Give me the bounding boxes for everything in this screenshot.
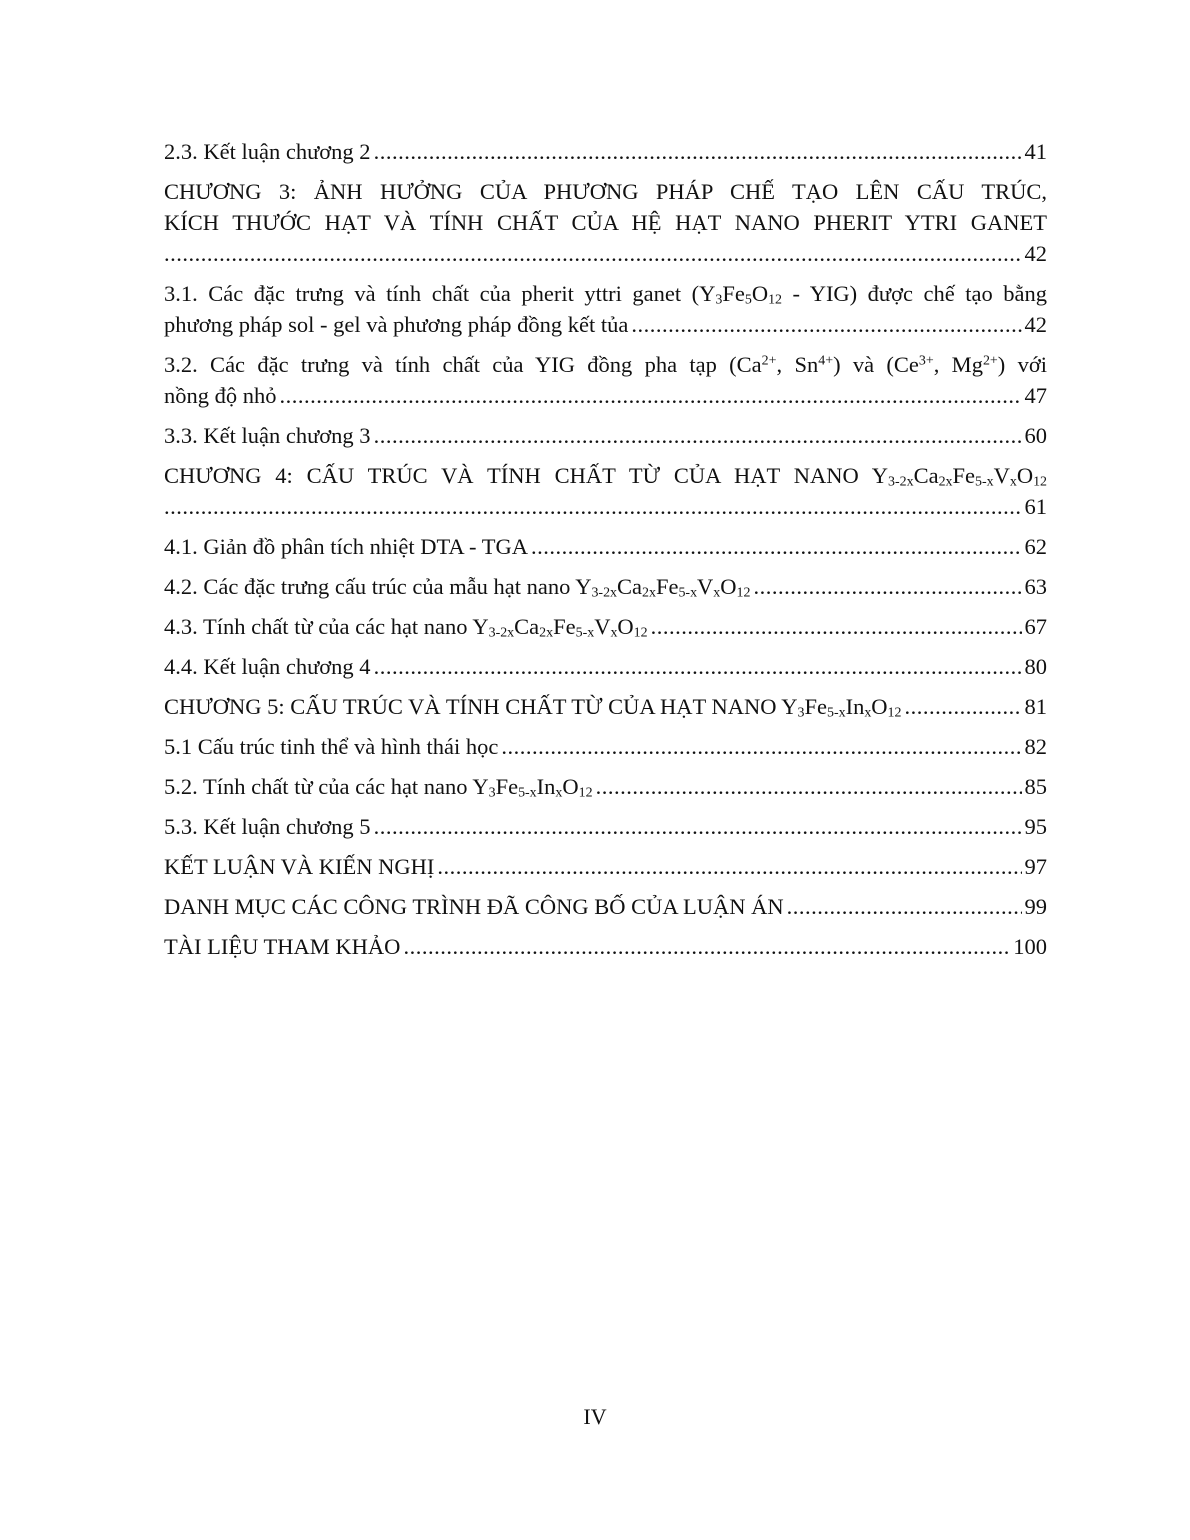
toc-entry-title: 2.3. Kết luận chương 2 bbox=[164, 139, 371, 164]
toc-entry-title-line1: 3.1. Các đặc trưng và tính chất của pherit yttri ganet $(Y_3Fe_5O_{12} - YIG)$ được chế tạo bằng bbox=[164, 281, 1047, 308]
toc-entry-chapter-5[interactable] bbox=[164, 691, 1047, 722]
page-number-footer: IV bbox=[583, 1404, 607, 1429]
toc-dot-leader bbox=[164, 238, 1022, 269]
toc-entry-title-line2: phương pháp sol - gel và phương pháp đồng kết tủa bbox=[164, 312, 629, 337]
toc-entry-title: CHƯƠNG 4: CẤU TRÚC VÀ TÍNH CHẤT TỪ CỦA HẠT NANO $Y_{3-2x}Ca_{2x}Fe_{5-x}V_xO_{12}$ bbox=[164, 463, 1047, 490]
toc-entry-title: CHƯƠNG 5: CẤU TRÚC VÀ TÍNH CHẤT TỪ CỦA HẠT NANO $Y_3Fe_{5-x}In_xO_{12}$ bbox=[164, 694, 902, 721]
toc-entry-5-3[interactable] bbox=[164, 811, 1047, 842]
toc-dot-leader bbox=[374, 136, 1022, 167]
toc-entry-title: KẾT LUẬN VÀ KIẾN NGHỊ bbox=[164, 854, 435, 879]
toc-page-number: 81 bbox=[1024, 694, 1047, 719]
toc-page-number: 61 bbox=[1024, 494, 1047, 519]
toc-dot-leader bbox=[164, 491, 1022, 522]
toc-entry-5-1[interactable] bbox=[164, 731, 1047, 762]
toc-page-number: 97 bbox=[1024, 854, 1047, 879]
toc-entry-chapter-3[interactable] bbox=[164, 176, 1047, 269]
toc-dot-leader bbox=[651, 611, 1022, 642]
toc-entry-references[interactable] bbox=[164, 931, 1047, 962]
table-of-contents bbox=[164, 136, 1047, 971]
toc-page-number: 41 bbox=[1024, 139, 1047, 164]
toc-page-number: 99 bbox=[1024, 894, 1047, 919]
toc-entry-title-line2: KÍCH THƯỚC HẠT VÀ TÍNH CHẤT CỦA HỆ HẠT NANO PHERIT YTRI GANET bbox=[164, 210, 1047, 235]
toc-dot-leader bbox=[904, 691, 1021, 722]
toc-entry-3-3[interactable] bbox=[164, 420, 1047, 451]
toc-entry-title: 4.4. Kết luận chương 4 bbox=[164, 654, 371, 679]
toc-dot-leader bbox=[280, 380, 1022, 411]
toc-entry-3-1[interactable] bbox=[164, 278, 1047, 340]
toc-dot-leader bbox=[437, 851, 1021, 882]
toc-page-number: 95 bbox=[1024, 814, 1047, 839]
toc-page-number: 82 bbox=[1024, 734, 1047, 759]
toc-page-number: 60 bbox=[1024, 423, 1047, 448]
toc-entry-conclusion[interactable] bbox=[164, 851, 1047, 882]
toc-dot-leader bbox=[501, 731, 1021, 762]
toc-page-number: 67 bbox=[1024, 614, 1047, 639]
toc-entry-title-line1: CHƯƠNG 3: ẢNH HƯỞNG CỦA PHƯƠNG PHÁP CHẾ TẠO LÊN CẤU TRÚC, bbox=[164, 179, 1047, 204]
toc-entry-title-line1: 3.2. Các đặc trưng và tính chất của YIG đồng pha tạp ($Ca^{2+}$, $Sn^{4+}$) và ($Ce^{3+}$, $Mg^{2+}$) với bbox=[164, 352, 1047, 377]
toc-entry-4-2[interactable] bbox=[164, 571, 1047, 602]
toc-entry-title: 4.3. Tính chất từ của các hạt nano $Y_{3-2x}Ca_{2x}Fe_{5-x}V_xO_{12}$ bbox=[164, 614, 648, 641]
toc-dot-leader bbox=[374, 420, 1022, 451]
toc-entry-chapter-4[interactable] bbox=[164, 460, 1047, 522]
toc-entry-4-3[interactable] bbox=[164, 611, 1047, 642]
toc-dot-leader bbox=[631, 309, 1021, 340]
toc-page-number: 42 bbox=[1024, 312, 1047, 337]
toc-entry-5-2[interactable] bbox=[164, 771, 1047, 802]
toc-page-number: 63 bbox=[1024, 574, 1047, 599]
toc-dot-leader bbox=[596, 771, 1022, 802]
toc-entry-3-2[interactable] bbox=[164, 349, 1047, 411]
toc-entry-title-line2: nồng độ nhỏ bbox=[164, 383, 277, 408]
toc-entry-title: DANH MỤC CÁC CÔNG TRÌNH ĐÃ CÔNG BỐ CỦA LUẬN ÁN bbox=[164, 894, 784, 919]
toc-page-number: 80 bbox=[1024, 654, 1047, 679]
toc-page-number: 85 bbox=[1024, 774, 1047, 799]
toc-entry-title: 4.2. Các đặc trưng cấu trúc của mẫu hạt nano $Y_{3-2x}Ca_{2x}Fe_{5-x}V_xO_{12}$ bbox=[164, 574, 751, 601]
toc-dot-leader bbox=[753, 571, 1021, 602]
toc-entry-2-3[interactable] bbox=[164, 136, 1047, 167]
toc-entry-title: 4.1. Giản đồ phân tích nhiệt DTA - TGA bbox=[164, 534, 528, 559]
toc-page-number: 47 bbox=[1024, 383, 1047, 408]
toc-dot-leader bbox=[787, 891, 1022, 922]
toc-entry-title: 5.1 Cấu trúc tinh thể và hình thái học bbox=[164, 734, 499, 759]
toc-dot-leader bbox=[374, 811, 1022, 842]
toc-entry-publications[interactable] bbox=[164, 891, 1047, 922]
toc-page-number: 62 bbox=[1024, 534, 1047, 559]
toc-entry-title: 3.3. Kết luận chương 3 bbox=[164, 423, 371, 448]
toc-entry-4-1[interactable] bbox=[164, 531, 1047, 562]
toc-page-number: 42 bbox=[1024, 241, 1047, 266]
toc-page-number: 100 bbox=[1013, 934, 1047, 959]
toc-dot-leader bbox=[374, 651, 1022, 682]
toc-entry-4-4[interactable] bbox=[164, 651, 1047, 682]
toc-dot-leader bbox=[403, 931, 1010, 962]
toc-entry-title: 5.3. Kết luận chương 5 bbox=[164, 814, 371, 839]
toc-entry-title: TÀI LIỆU THAM KHẢO bbox=[164, 934, 401, 959]
toc-entry-title: 5.2. Tính chất từ của các hạt nano $Y_3Fe_{5-x}In_xO_{12}$ bbox=[164, 774, 593, 801]
toc-dot-leader bbox=[531, 531, 1022, 562]
